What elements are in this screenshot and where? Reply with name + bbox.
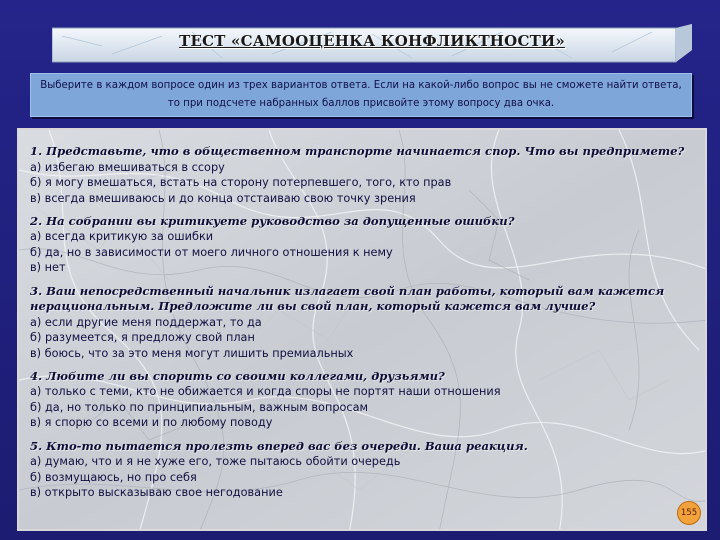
question-4-text: 4. Любите ли вы спорить со своими коллегами, друзьями? (30, 368, 445, 383)
question-block-4 (30, 369, 690, 431)
answer-option: в) нет (30, 261, 66, 275)
answer-option: в) всегда вмешиваюсь и до конца отстаиваю свою точку зрения (30, 191, 416, 205)
question-5-text: 5. Кто-то пытается пролезть вперед вас без очереди. Ваша реакция. (30, 438, 528, 453)
answer-option: б) разумеется, я предложу свой план (30, 331, 255, 345)
answer-option: в) открыто высказываю свое негодование (30, 486, 283, 500)
answer-option: б) да, но в зависимости от моего личного отношения к нему (30, 245, 393, 259)
answer-option: б) я могу вмешаться, встать на сторону потерпевшего, того, кто прав (30, 176, 452, 189)
answer-option: в) боюсь, что за это меня могут лишить премиальных (30, 346, 354, 360)
answer-option: а) только с теми, кто не обижается и когда споры не портят наши отношения (30, 385, 501, 399)
answer-option: в) я спорю со всеми и по любому поводу (30, 416, 273, 430)
answer-option: а) думаю, что и я не хуже его, тоже пытаюсь обойти очередь (30, 455, 401, 469)
question-block-5 (30, 439, 690, 501)
question-3-text: 3. Ваш непосредственный начальник излагает свой план работы, который вам кажется нерациональным. Предложите ли вы свой план, который кажется вам лучше? (30, 283, 665, 314)
question-block-1 (30, 144, 690, 206)
instruction-box: Выберите в каждом вопросе один из трех вариантов ответа. Если на какой-либо вопрос вы не сможете найти ответа, то при подсчете набранных баллов присвойте этому вопросу два очка. (30, 73, 692, 117)
page-title: ТЕСТ «САМООЦЕНКА КОНФЛИКТНОСТИ» (179, 32, 565, 50)
answer-option: а) если другие меня поддержат, то да (30, 315, 262, 329)
answer-option: б) возмущаюсь, но про себя (30, 470, 197, 484)
question-block-2 (30, 214, 690, 276)
question-1-text: 1. Представьте, что в общественном транспорте начинается спор. Что вы предпримете? (30, 144, 685, 158)
answer-option: а) избегаю вмешиваться в ссору (30, 160, 225, 174)
title-banner (52, 24, 692, 64)
answer-option: а) всегда критикую за ошибки (30, 230, 214, 244)
question-2-text: 2. На собрании вы критикуете руководство за допущенные ошибки? (30, 213, 515, 228)
question-block-3 (30, 284, 690, 362)
answer-option: б) да, но только по принципиальным, важным вопросам (30, 400, 369, 414)
questions-panel (17, 128, 707, 531)
questions-list (30, 144, 690, 508)
page-number-badge: 155 (677, 501, 701, 525)
